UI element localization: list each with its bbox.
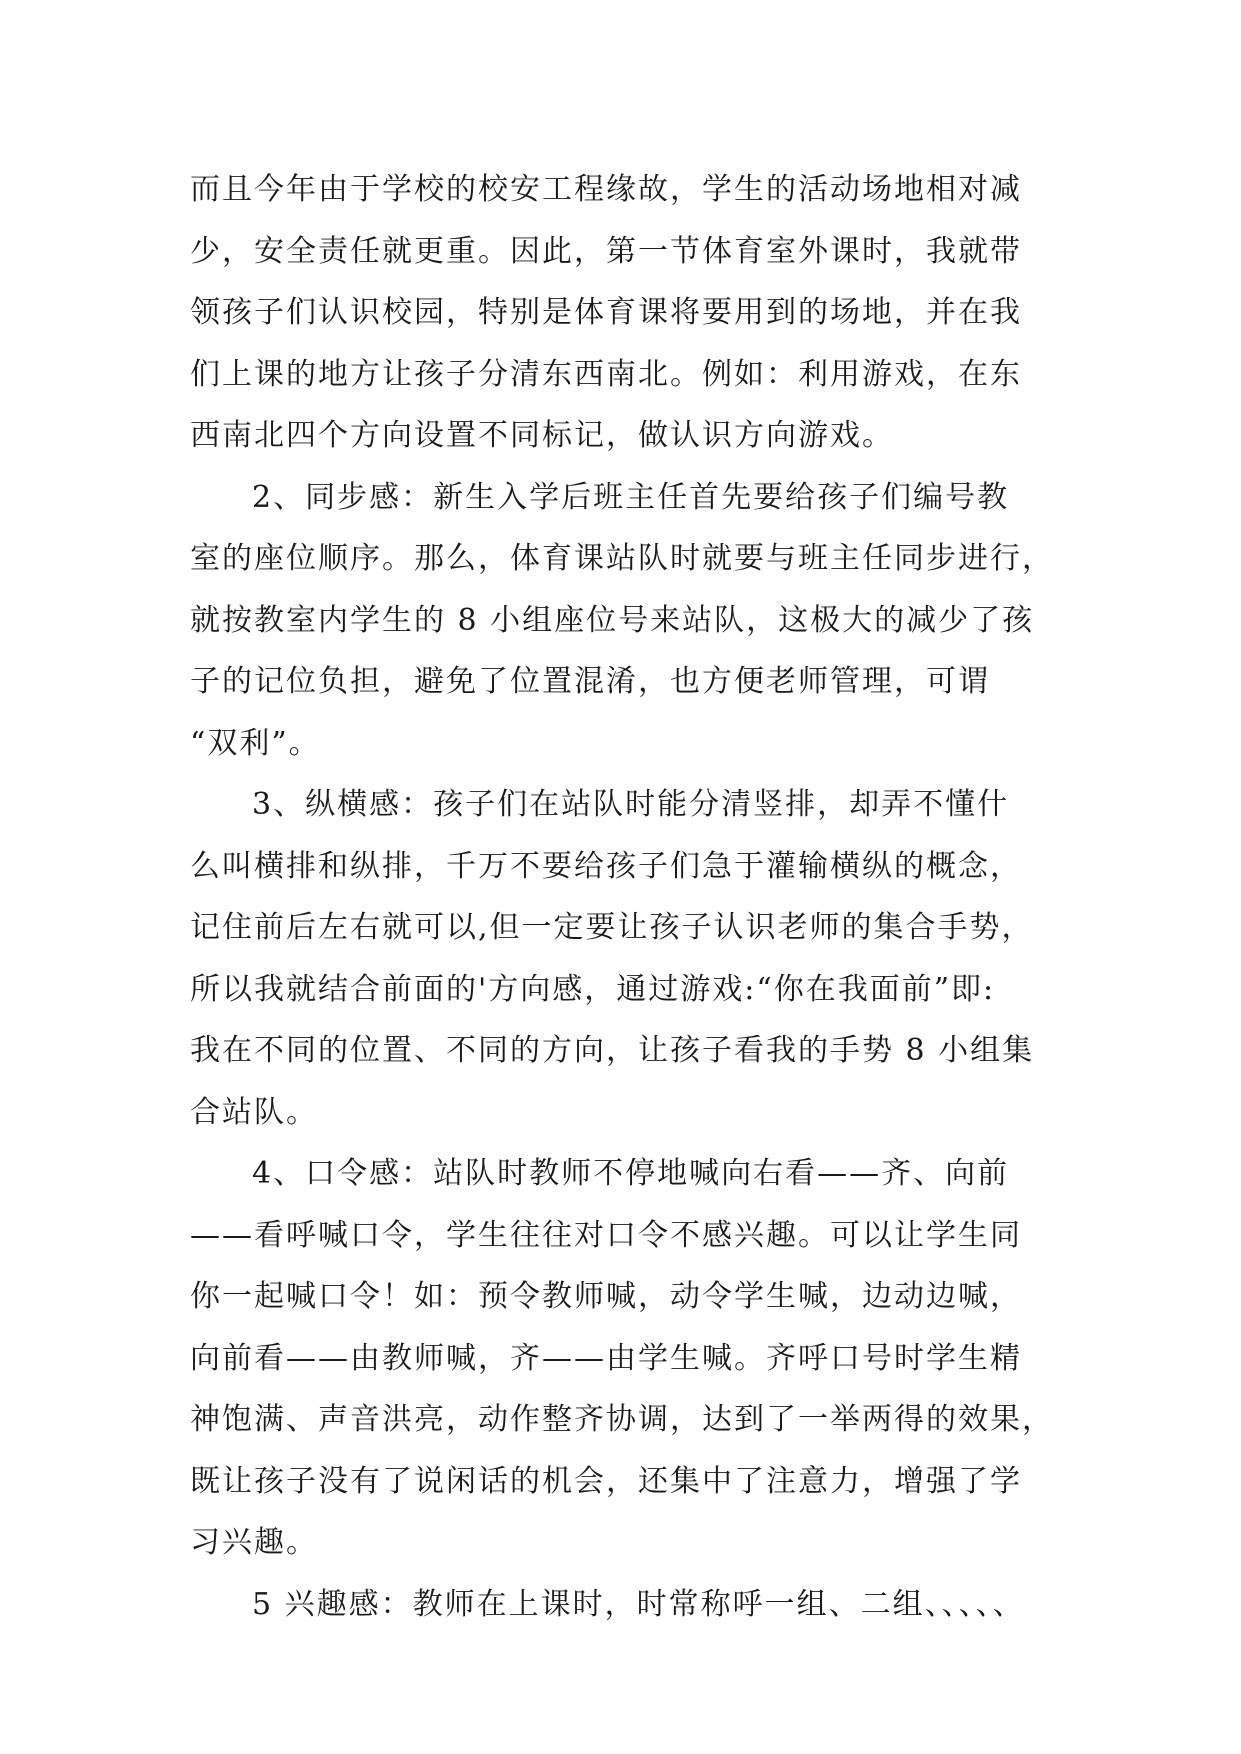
paragraph-start-line: 4、口令感：站队时教师不停地喊向右看——齐、向前: [252, 1156, 1010, 1191]
text-line: 合站队。: [190, 1094, 318, 1130]
text-line: 记住前后左右就可以,但一定要让孩子认识老师的集合手势，: [190, 910, 1034, 945]
text-line: ——看呼喊口令，学生往往对口令不感兴趣。可以让学生同: [190, 1217, 1022, 1253]
text-line: 而且今年由于学校的校安工程缘故，学生的活动场地相对减: [190, 172, 1022, 207]
text-line: 神饱满、声音洪亮，动作整齐协调，达到了一举两得的效果，: [190, 1402, 1054, 1437]
text-line: 们上课的地方让孩子分清东西南北。例如：利用游戏，在东: [190, 356, 1022, 392]
text-line: 少，安全责任就更重。因此，第一节体育室外课时，我就带: [190, 233, 1022, 269]
text-line: 你一起喊口令！如：预令教师喊，动令学生喊，边动边喊，: [190, 1279, 1022, 1314]
document-body: [190, 159, 1070, 1635]
paragraph-start-line: 3、纵横感：孩子们在站队时能分清竖排，却弄不懂什: [252, 787, 1010, 822]
text-line: 领孩子们认识校园，特别是体育课将要用到的场地，并在我: [190, 295, 1022, 330]
text-line: 习兴趣。: [190, 1525, 318, 1560]
text-line: 既让孩子没有了说闲话的机会，还集中了注意力，增强了学: [190, 1463, 1022, 1499]
text-line: 我在不同的位置、不同的方向，让孩子看我的手势 8 小组集: [190, 1033, 1035, 1068]
text-line: 么叫横排和纵排，千万不要给孩子们急于灌输横纵的概念，: [190, 848, 1022, 884]
text-line: 西南北四个方向设置不同标记，做认识方向游戏。: [190, 418, 894, 453]
text-line: 室的座位顺序。那么，体育课站队时就要与班主任同步进行，: [190, 541, 1054, 576]
text-line: “双利”。: [190, 725, 321, 761]
text-line: 子的记位负担，避免了位置混淆，也方便老师管理，可谓: [190, 664, 990, 699]
text-line: 所以我就结合前面的'方向感，通过游戏:“你在我面前”即:: [190, 971, 996, 1007]
text-line: 向前看——由教师喊，齐——由学生喊。齐呼口号时学生精: [190, 1340, 1022, 1376]
paragraph-start-line: 5 兴趣感：教师在上课时，时常称呼一组、二组、、、、、: [252, 1586, 1025, 1622]
text-line: 就按教室内学生的 8 小组座位号来站队，这极大的减少了孩: [190, 602, 1035, 638]
paragraph-start-line: 2、同步感：新生入学后班主任首先要给孩子们编号教: [252, 479, 1010, 515]
